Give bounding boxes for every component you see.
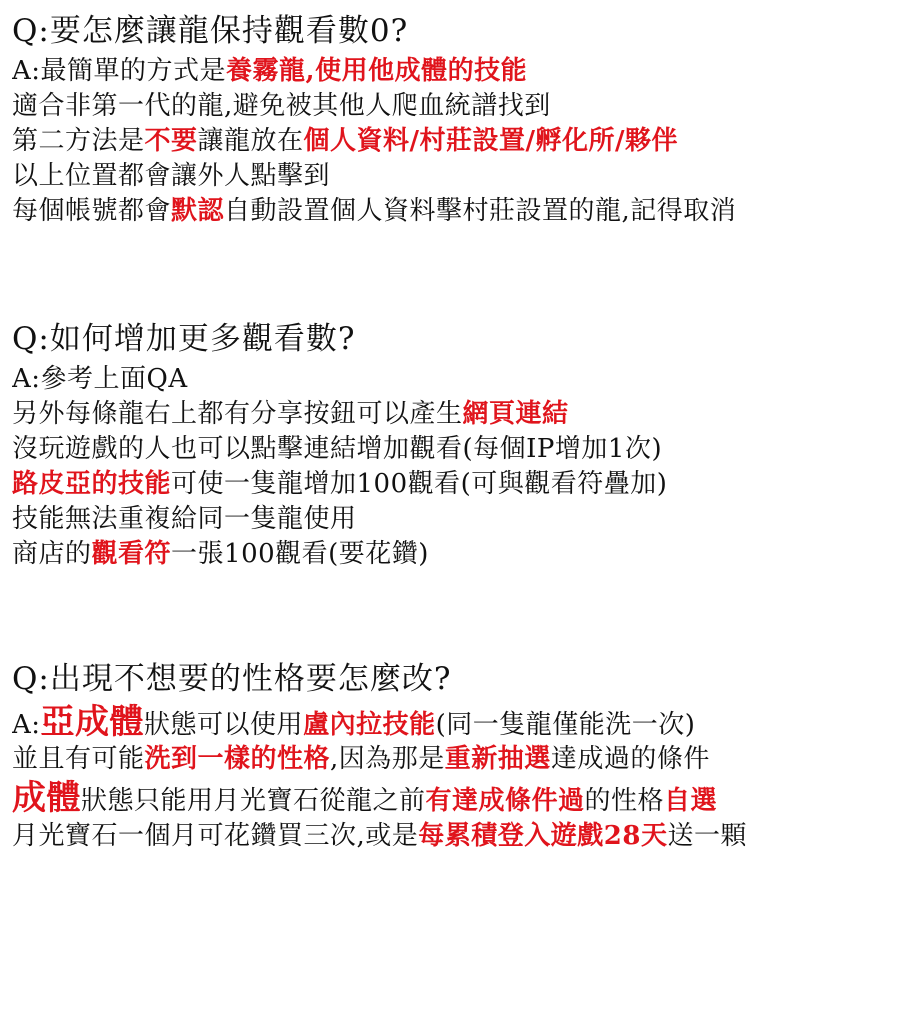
answer-text: 另外每條龍右上都有分享按鈕可以產生 — [12, 399, 463, 429]
answer-text: 並且有可能 — [12, 744, 145, 774]
highlight-text: 觀看符 — [91, 539, 172, 569]
answer-text: ,因為那是 — [330, 744, 445, 774]
answer-line — [12, 397, 906, 432]
question-text: Q:如何增加更多觀看數? — [12, 321, 356, 357]
answer-text: (同一隻龍僅能洗一次) — [435, 710, 696, 740]
highlight-text: 有達成條件過 — [425, 786, 585, 816]
answer-text: 商店的 — [12, 539, 92, 569]
highlight-text: 每累積登入遊戲28天 — [418, 821, 668, 851]
answer-text: A:最簡單的方式是 — [12, 56, 227, 86]
answer-line — [12, 777, 906, 819]
highlight-text: 養霧龍,使用他成體的技能 — [226, 56, 528, 86]
highlight-text: 成體 — [12, 778, 81, 818]
highlight-text: 路皮亞的技能 — [12, 469, 172, 499]
answer-line — [12, 702, 906, 742]
answer-text: 一張100觀看(要花鑽) — [171, 539, 429, 569]
answer-text: 可使一隻龍增加100觀看(可與觀看符疊加) — [171, 469, 668, 499]
answer-text: 月光寶石一個月可花鑽買三次,或是 — [12, 821, 419, 851]
answer-text: 狀態可以使用 — [144, 710, 304, 740]
highlight-text: 網頁連結 — [462, 399, 569, 429]
answer-line — [12, 194, 906, 229]
answer-text: 狀態只能用月光寶石從龍之前 — [81, 786, 426, 816]
answer-text: 自動設置個人資料擊村莊設置的龍,記得取消 — [224, 196, 737, 226]
answer-text: 達成過的條件 — [550, 744, 710, 774]
highlight-text: 默認 — [171, 196, 225, 226]
answer-line — [12, 742, 906, 777]
answer-line — [12, 819, 906, 854]
answer-line — [12, 502, 906, 537]
question-text: Q:出現不想要的性格要怎麼改? — [12, 661, 452, 697]
faq-section-hide-views — [12, 8, 906, 229]
question-heading — [12, 656, 906, 702]
highlight-text: 不要 — [144, 126, 198, 156]
answer-text: A: — [12, 710, 41, 740]
answer-text: 每個帳號都會 — [12, 196, 172, 226]
answer-line — [12, 54, 906, 89]
answer-text: 技能無法重複給同一隻龍使用 — [12, 504, 357, 534]
answer-line — [12, 124, 906, 159]
answer-text: 的性格 — [584, 786, 665, 816]
answer-text: 以上位置都會讓外人點擊到 — [12, 161, 331, 191]
answer-line — [12, 362, 906, 397]
answer-line — [12, 159, 906, 194]
answer-line — [12, 89, 906, 124]
highlight-text: 洗到一樣的性格 — [144, 744, 331, 774]
answer-text: 第二方法是 — [12, 126, 145, 156]
faq-section-change-personality — [12, 656, 906, 854]
highlight-text: 重新抽選 — [444, 744, 551, 774]
answer-text: 送一顆 — [667, 821, 747, 851]
answer-text: A:參考上面QA — [12, 364, 188, 394]
answer-text: 讓龍放在 — [197, 126, 304, 156]
answer-text: 沒玩遊戲的人也可以點擊連結增加觀看(每個IP增加1次) — [12, 434, 663, 464]
question-text: Q:要怎麼讓龍保持觀看數0? — [12, 13, 409, 49]
highlight-text: 個人資料/村莊設置/孵化所/夥伴 — [303, 126, 679, 156]
question-heading — [12, 8, 906, 54]
answer-line — [12, 432, 906, 467]
highlight-text: 盧內拉技能 — [303, 710, 436, 740]
highlight-text: 亞成體 — [40, 702, 145, 742]
answer-line — [12, 467, 906, 502]
question-heading — [12, 316, 906, 362]
answer-line — [12, 537, 906, 572]
highlight-text: 自選 — [664, 786, 718, 816]
faq-section-more-views — [12, 316, 906, 572]
answer-text: 適合非第一代的龍,避免被其他人爬血統譜找到 — [12, 91, 551, 121]
